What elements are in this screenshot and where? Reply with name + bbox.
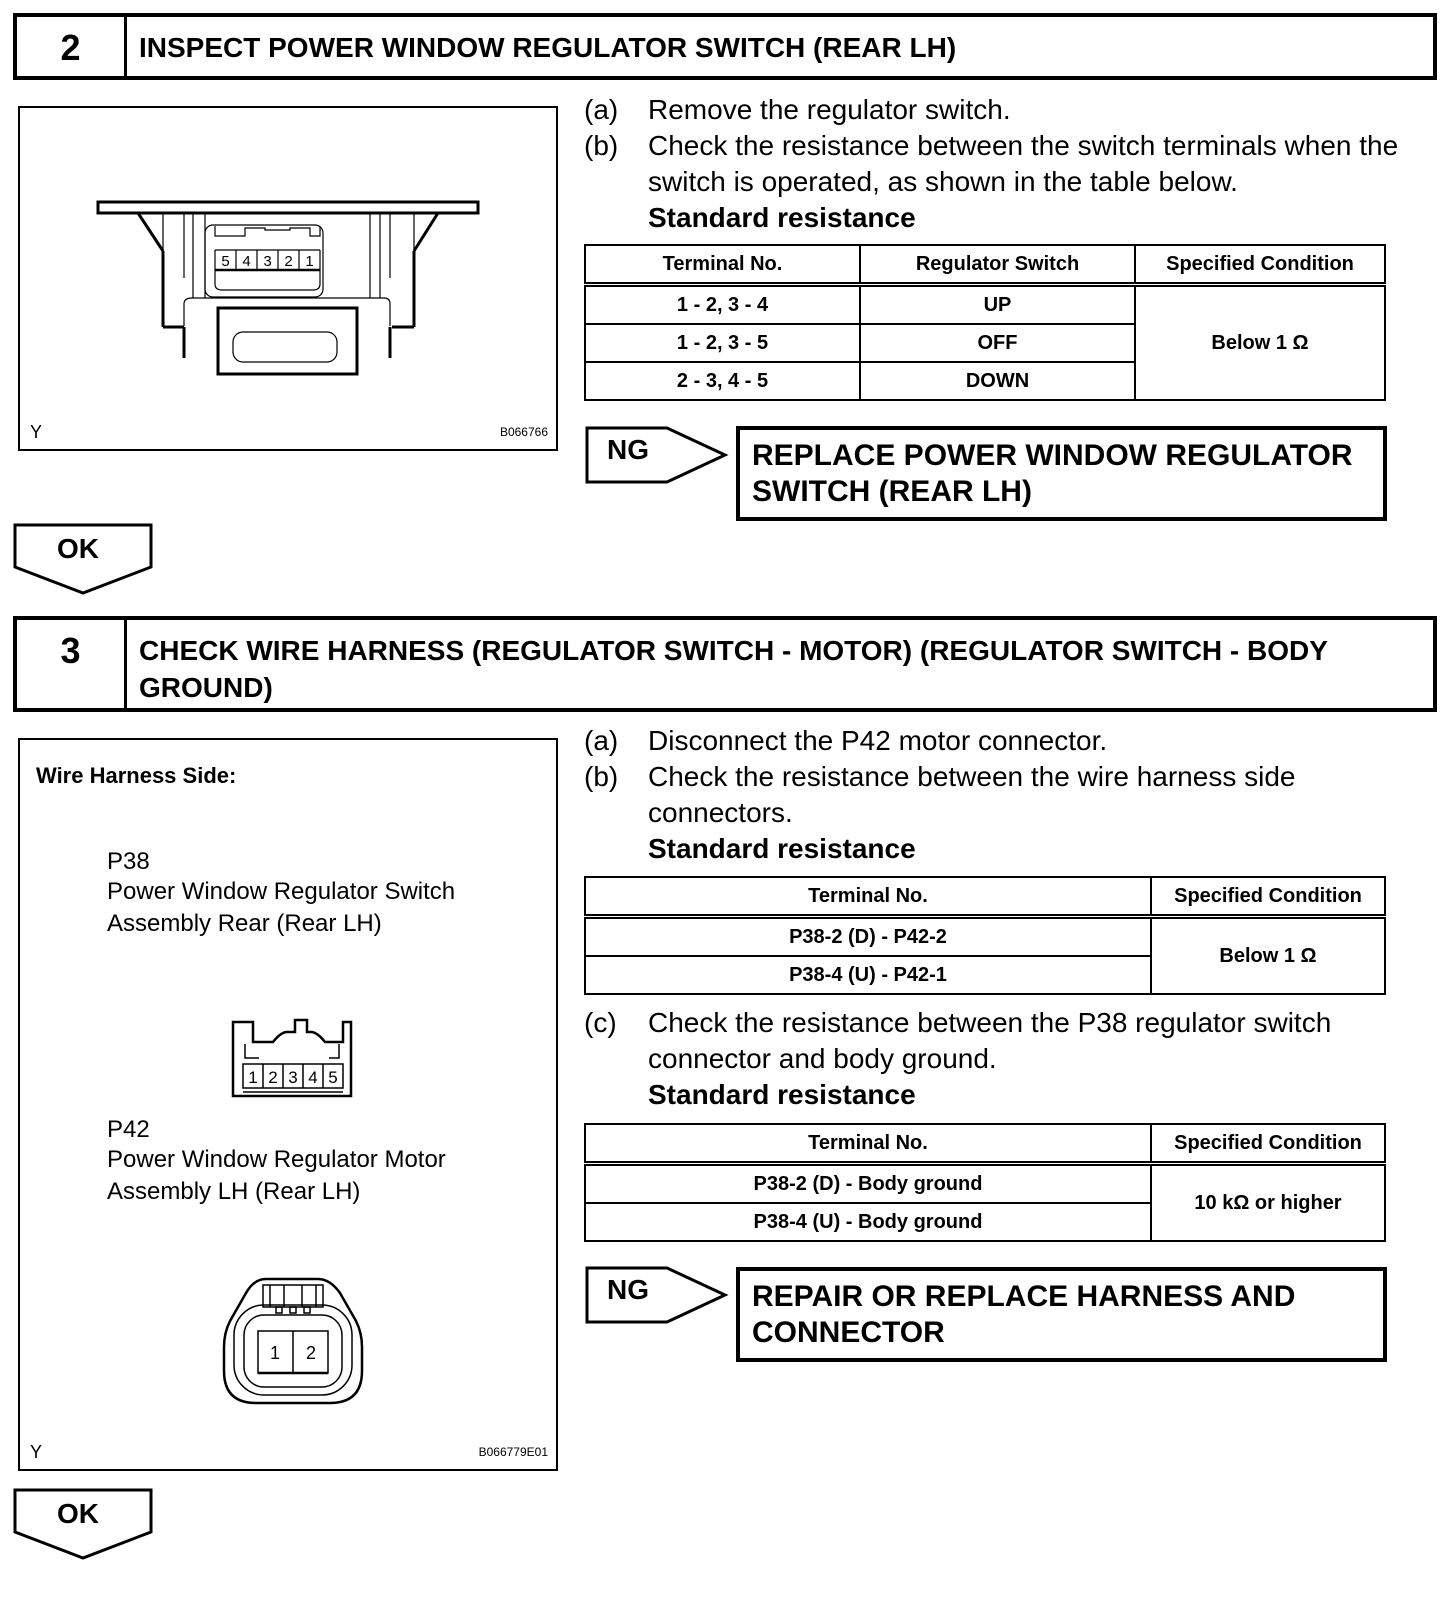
- instruction-text: Check the resistance between the P38 regulator switch connector and body ground.: [648, 1007, 1332, 1074]
- instruction-text: Check the resistance between the switch terminals when the switch is operated, as shown in the table below.: [648, 130, 1399, 197]
- terminal-cell: P38-2 (D) - P42-2: [585, 917, 1151, 957]
- step-2-resistance-table: [584, 244, 1386, 401]
- step-3-harness-table: [584, 876, 1386, 995]
- step-2-instructions: [584, 92, 1434, 236]
- table-row: [585, 917, 1385, 957]
- standard-resistance-label: Standard resistance: [648, 202, 916, 233]
- connector-p42-id: P42: [107, 1116, 150, 1143]
- figure-code: B066766: [499, 425, 548, 439]
- switch-cell: DOWN: [860, 362, 1135, 400]
- connector-p42-name-line1: Power Window Regulator Motor: [107, 1146, 446, 1173]
- instruction-label: (b): [584, 761, 619, 792]
- ok-label: OK: [57, 1498, 99, 1529]
- regulator-switch-drawing: [20, 108, 556, 449]
- instruction-label: (c): [584, 1007, 617, 1038]
- ng-action-box: REPLACE POWER WINDOW REGULATOR SWITCH (REAR LH): [736, 426, 1387, 521]
- column-header: Specified Condition: [1135, 245, 1385, 285]
- connector-p42-name-line2: Assembly LH (Rear LH): [107, 1178, 361, 1205]
- terminal-cell: 1 - 2, 3 - 5: [585, 324, 860, 362]
- figure-code: B066779E01: [478, 1445, 548, 1459]
- ng-arrow: [585, 426, 730, 484]
- pin-label: 1: [248, 1068, 258, 1087]
- step-3-ground-table: [584, 1123, 1386, 1242]
- column-header: Specified Condition: [1151, 1124, 1385, 1164]
- figure-corner-mark: Y: [30, 1442, 43, 1462]
- wire-harness-figure: [18, 738, 558, 1471]
- switch-cell: OFF: [860, 324, 1135, 362]
- instruction-text: Disconnect the P42 motor connector.: [648, 725, 1108, 756]
- connector-p42-drawing: [218, 1275, 368, 1410]
- instruction-label: (b): [584, 130, 619, 161]
- switch-cell: UP: [860, 285, 1135, 325]
- instruction-text: Remove the regulator switch.: [648, 94, 1011, 125]
- step-title: INSPECT POWER WINDOW REGULATOR SWITCH (REAR LH): [139, 32, 957, 63]
- table-row: [585, 1164, 1385, 1204]
- figure-heading: Wire Harness Side:: [36, 763, 237, 788]
- connector-p38-name-line1: Power Window Regulator Switch: [107, 878, 456, 905]
- instruction-a: [584, 92, 1434, 128]
- step-3-header: [13, 616, 1437, 712]
- pin-label: 4: [242, 253, 251, 270]
- step-3-instructions-ab: [584, 723, 1434, 867]
- connector-p38-id: P38: [107, 848, 150, 875]
- ng-arrow: [585, 1266, 730, 1324]
- instruction-b: [584, 759, 1434, 831]
- standard-resistance-label: Standard resistance: [648, 833, 916, 864]
- pin-label: 3: [263, 253, 272, 270]
- ok-label: OK: [57, 533, 99, 564]
- instruction-a: [584, 723, 1434, 759]
- ng-label: NG: [607, 1274, 649, 1305]
- standard-resistance-label: Standard resistance: [648, 1079, 916, 1110]
- pin-label: 3: [288, 1068, 298, 1087]
- pin-label: 4: [308, 1068, 318, 1087]
- ok-arrow: [13, 1488, 155, 1562]
- step-number: 3: [17, 620, 127, 708]
- step-3-instruction-c: [584, 1005, 1434, 1113]
- switch-connector-figure: [18, 106, 558, 451]
- pin-label: 1: [305, 253, 314, 270]
- ng-action-box: REPAIR OR REPLACE HARNESS AND CONNECTOR: [736, 1267, 1387, 1362]
- instruction-b: [584, 128, 1434, 200]
- terminal-cell: P38-4 (U) - P42-1: [585, 956, 1151, 994]
- pin-label: 2: [284, 253, 293, 270]
- condition-cell: Below 1 Ω: [1135, 285, 1385, 401]
- terminal-cell: 1 - 2, 3 - 4: [585, 285, 860, 325]
- step-title: CHECK WIRE HARNESS (REGULATOR SWITCH - MOTOR) (REGULATOR SWITCH - BODY GROUND): [139, 635, 1328, 703]
- terminal-cell: P38-2 (D) - Body ground: [585, 1164, 1151, 1204]
- pin-label: 2: [305, 1343, 317, 1363]
- ok-arrow: [13, 523, 155, 597]
- column-header: Terminal No.: [585, 1124, 1151, 1164]
- connector-p38-drawing: [225, 1010, 365, 1100]
- step-2-header: [13, 13, 1437, 80]
- pin-label: 5: [328, 1068, 338, 1087]
- terminal-cell: 2 - 3, 4 - 5: [585, 362, 860, 400]
- instruction-text: Check the resistance between the wire harness side connectors.: [648, 761, 1296, 828]
- pin-label: 1: [269, 1343, 281, 1363]
- condition-cell: 10 kΩ or higher: [1151, 1164, 1385, 1242]
- instruction-c: [584, 1005, 1434, 1077]
- pin-label: 2: [268, 1068, 278, 1087]
- pin-label: 5: [221, 253, 230, 270]
- instruction-label: (a): [584, 94, 619, 125]
- step-number: 2: [17, 17, 127, 76]
- column-header: Specified Condition: [1151, 877, 1385, 917]
- ng-label: NG: [607, 434, 649, 465]
- instruction-label: (a): [584, 725, 619, 756]
- terminal-cell: P38-4 (U) - Body ground: [585, 1203, 1151, 1241]
- column-header: Regulator Switch: [860, 245, 1135, 285]
- figure-corner-mark: Y: [30, 422, 43, 442]
- table-row: [585, 285, 1385, 325]
- column-header: Terminal No.: [585, 877, 1151, 917]
- condition-cell: Below 1 Ω: [1151, 917, 1385, 995]
- connector-p38-name-line2: Assembly Rear (Rear LH): [107, 910, 382, 937]
- column-header: Terminal No.: [585, 245, 860, 285]
